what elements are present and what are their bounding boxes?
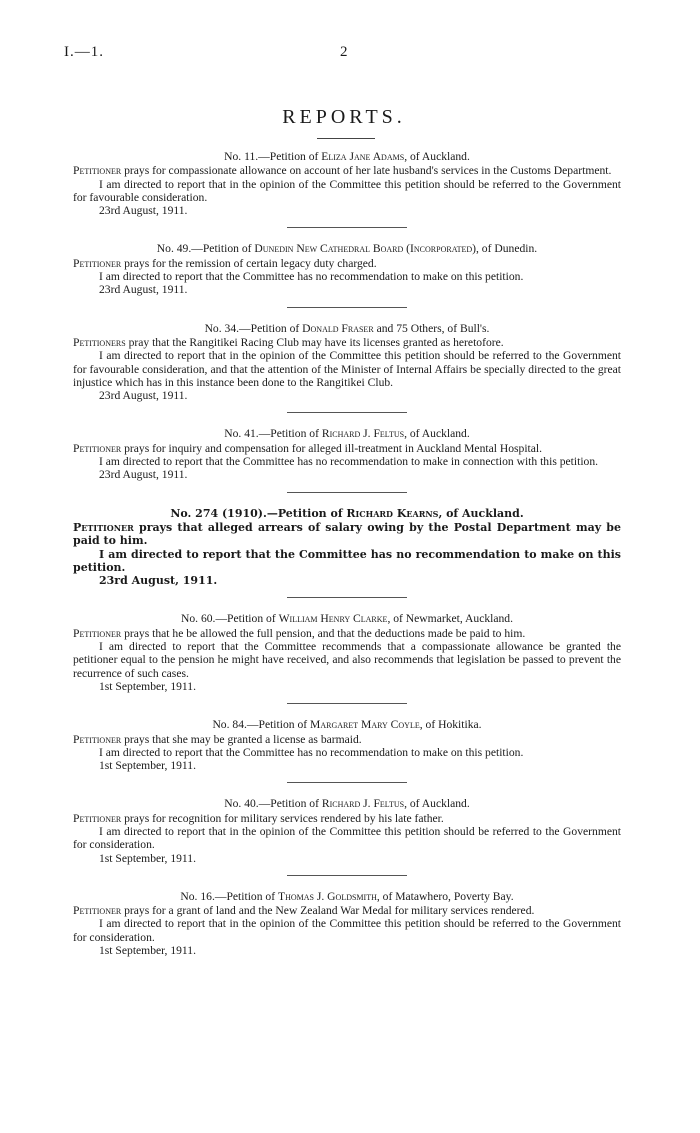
report-date: 1st September, 1911. bbox=[99, 759, 196, 773]
report-date: 23rd August, 1911. bbox=[99, 283, 188, 297]
section-divider bbox=[287, 875, 407, 876]
page-title: REPORTS. bbox=[282, 106, 406, 128]
petitioner-name: William Henry Clarke bbox=[278, 612, 388, 626]
petitioner-name: Richard J. Feltus bbox=[321, 427, 405, 441]
petition-prayer: Petitioner prays that he be allowed the full pension, and that the deductions made be paid to him. bbox=[73, 626, 526, 640]
committee-report: I am directed to report that the Committee has no recommendation to make on this petition. bbox=[99, 745, 524, 759]
petition-entry bbox=[73, 797, 621, 875]
report-date: 1st September, 1911. bbox=[99, 944, 196, 958]
petition-heading: No. 40.—Petition of Richard J. Feltus, of Auckland. bbox=[224, 797, 470, 811]
petitions-list bbox=[73, 150, 621, 957]
section-divider bbox=[287, 492, 407, 493]
petitioner-name: Margaret Mary Coyle bbox=[310, 718, 420, 732]
petition-prayer: Petitioner prays for the remission of certain legacy duty charged. bbox=[73, 256, 377, 270]
petitioner-name: Thomas J. Goldsmith bbox=[277, 889, 377, 903]
petition-entry bbox=[73, 612, 621, 704]
petition-heading: No. 34.—Petition of Donald Fraser and 75 Others, of Bull's. bbox=[204, 321, 490, 335]
committee-report: I am directed to report that the Committee has no recommendation to make in connection with this petition. bbox=[99, 455, 599, 469]
committee-report: I am directed to report that in the opinion of the Committee this petition should be referred to the Government for consideration. bbox=[73, 824, 621, 852]
petition-heading: No. 11.—Petition of Eliza Jane Adams, of Auckland. bbox=[224, 150, 470, 163]
petition-entry bbox=[73, 890, 621, 957]
report-date: 23rd August, 1911. bbox=[99, 468, 188, 482]
section-divider bbox=[287, 703, 407, 704]
committee-report: I am directed to report that the Committee has no recommendation to make on this petition. bbox=[99, 270, 524, 284]
petition-heading: No. 60.—Petition of William Henry Clarke, of Newmarket, Auckland. bbox=[181, 612, 513, 626]
report-date: 23rd August, 1911. bbox=[99, 574, 218, 588]
petitioner-name: Donald Fraser bbox=[302, 321, 374, 335]
section-divider bbox=[287, 782, 407, 783]
petition-prayer: Petitioner prays for inquiry and compensation for alleged ill-treatment in Auckland Mental Hospital. bbox=[73, 441, 543, 455]
petitioner-name: Richard J. Feltus bbox=[321, 797, 405, 811]
petition-entry bbox=[73, 242, 621, 307]
petition-entry bbox=[73, 427, 621, 492]
document-reference: I.—1. bbox=[64, 44, 104, 60]
petition-entry bbox=[73, 718, 621, 783]
petition-prayer: Petitioner prays that she may be granted a license as barmaid. bbox=[73, 732, 362, 746]
section-divider bbox=[287, 412, 407, 413]
committee-report: I am directed to report that in the opinion of the Committee this petition should be referred to the Government for consideration. bbox=[73, 917, 621, 944]
petition-heading: No. 84.—Petition of Margaret Mary Coyle, of Hokitika. bbox=[212, 718, 482, 732]
committee-report: I am directed to report that the Committee has no recommendation to make on this petition. bbox=[73, 547, 621, 574]
petition-heading: No. 41.—Petition of Richard J. Feltus, of Auckland. bbox=[224, 427, 470, 441]
petitioner-name: Dunedin New Cathedral Board (Incorporated) bbox=[254, 242, 476, 256]
petition-entry bbox=[73, 507, 621, 599]
committee-report: I am directed to report that in the opinion of the Committee this petition should be referred to the Government for favourable consideration, and that the attention of the Minister of Internal Affairs be specially directed to the great injustice which has in this instance been done to the Rangitikei Club. bbox=[73, 349, 621, 389]
petition-entry bbox=[73, 322, 621, 414]
petition-prayer: Petitioner prays that alleged arrears of salary owing by the Postal Department may be paid to him. bbox=[73, 520, 621, 548]
page-number: 2 bbox=[340, 44, 348, 60]
petition-entry bbox=[73, 150, 621, 228]
petitioner-name: Richard Kearns bbox=[346, 506, 439, 520]
petition-heading: No. 49.—Petition of Dunedin New Cathedral Board (Incorporated), of Dunedin. bbox=[156, 242, 538, 256]
petitioner-name: Eliza Jane Adams bbox=[321, 150, 405, 163]
report-date: 23rd August, 1911. bbox=[99, 204, 188, 218]
committee-report: I am directed to report that in the opinion of the Committee this petition should be referred to the Government for favourable consideration. bbox=[73, 177, 621, 204]
section-divider bbox=[287, 227, 407, 228]
committee-report: I am directed to report that the Committee recommends that a compassionate allowance be granted the petitioner equal to the pension he might have received, and also recommends that legislation be passed to prevent the recurrence of such cases. bbox=[73, 640, 621, 680]
report-date: 1st September, 1911. bbox=[99, 679, 196, 693]
title-rule bbox=[317, 138, 375, 139]
report-date: 23rd August, 1911. bbox=[99, 389, 188, 403]
petition-prayer: Petitioner prays for recognition for military services rendered by his late father. bbox=[73, 811, 444, 825]
petition-prayer: Petitioner prays for a grant of land and the New Zealand War Medal for military services rendered. bbox=[73, 904, 535, 918]
report-date: 1st September, 1911. bbox=[99, 851, 196, 865]
petition-heading: No. 274 (1910).—Petition of Richard Kearns, of Auckland. bbox=[170, 506, 524, 520]
section-divider bbox=[287, 597, 407, 598]
petition-prayer: Petitioner prays for compassionate allowance on account of her late husband's services in the Customs Department. bbox=[73, 164, 612, 178]
petition-prayer: Petitioners pray that the Rangitikei Racing Club may have its licenses granted as heretofore. bbox=[73, 335, 504, 349]
section-divider bbox=[287, 307, 407, 308]
petition-heading: No. 16.—Petition of Thomas J. Goldsmith, of Matawhero, Poverty Bay. bbox=[180, 889, 514, 903]
